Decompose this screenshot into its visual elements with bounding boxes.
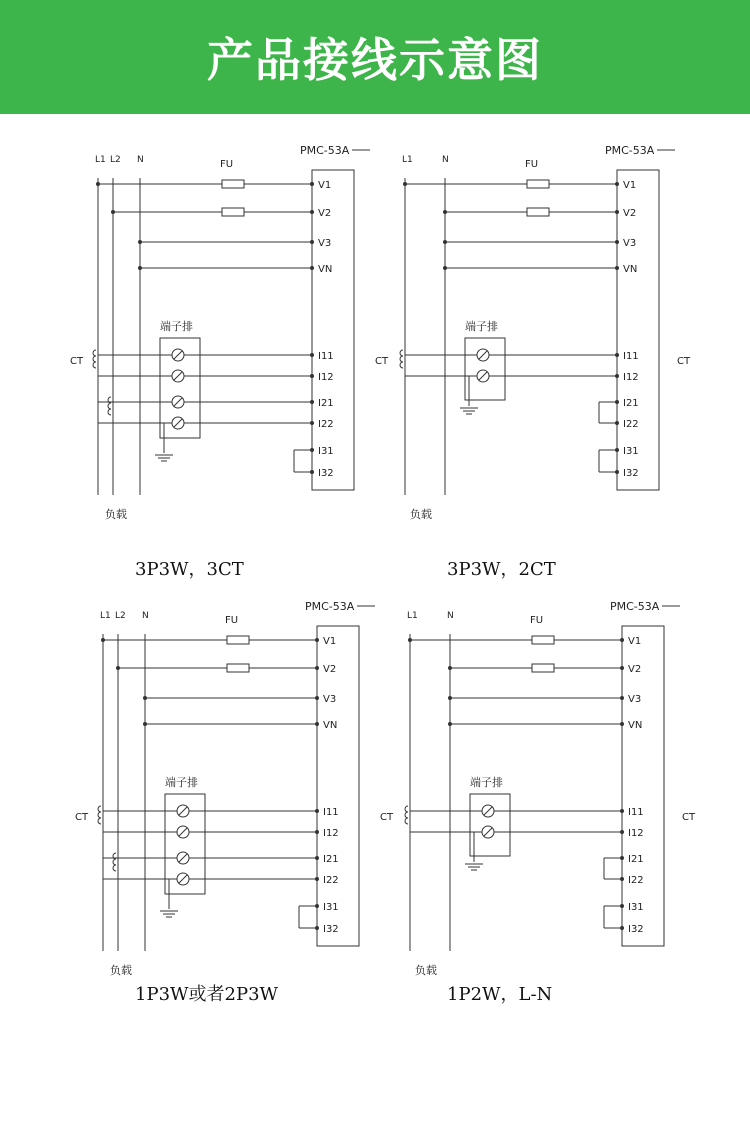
- junction-dot: [310, 421, 314, 425]
- terminal-label-i21: I21: [323, 854, 339, 865]
- ct-label-right: CT: [682, 812, 696, 823]
- ground-symbol: [460, 408, 478, 414]
- junction-dot: [315, 877, 319, 881]
- line-label-n: N: [142, 611, 149, 621]
- terminal-screw: [172, 349, 184, 361]
- wiring-svg: [370, 596, 710, 976]
- junction-dot: [111, 210, 115, 214]
- junction-dot: [310, 240, 314, 244]
- diagram-caption: 1P3W或者2P3W: [135, 984, 279, 1005]
- junction-dot: [310, 266, 314, 270]
- junction-dot: [615, 421, 619, 425]
- terminal-label-v2: V2: [623, 208, 637, 219]
- terminal-label-v2: V2: [323, 664, 337, 675]
- junction-dot: [315, 722, 319, 726]
- terminal-block-label: 端子排: [465, 320, 498, 333]
- junction-dot: [315, 904, 319, 908]
- terminal-block-label: 端子排: [160, 320, 193, 333]
- ct-coil: [93, 350, 96, 368]
- terminal-screw: [482, 826, 494, 838]
- terminal-label-v3: V3: [318, 238, 332, 249]
- wiring-svg: [365, 140, 705, 520]
- junction-dot: [620, 830, 624, 834]
- terminal-screw: [177, 873, 189, 885]
- junction-dot: [615, 353, 619, 357]
- header-banner: [0, 0, 750, 114]
- junction-dot: [620, 926, 624, 930]
- fuse-symbol: [527, 180, 549, 188]
- ct-coil: [113, 853, 116, 871]
- ground-symbol: [465, 864, 483, 870]
- junction-dot: [143, 722, 147, 726]
- junction-dot: [315, 926, 319, 930]
- terminal-label-vn: VN: [628, 720, 643, 731]
- terminal-screw: [477, 349, 489, 361]
- junction-dot: [615, 400, 619, 404]
- terminal-label-i32: I32: [623, 468, 639, 479]
- junction-dot: [101, 638, 105, 642]
- terminal-label-i22: I22: [323, 875, 339, 886]
- junction-dot: [620, 638, 624, 642]
- line-label-l2: L2: [110, 155, 121, 165]
- meter-model-label: PMC-53A: [300, 144, 350, 157]
- fuse-symbol: [222, 180, 244, 188]
- page-title: 产品接线示意图: [207, 33, 543, 87]
- ground-symbol: [160, 911, 178, 917]
- terminal-screw: [482, 805, 494, 817]
- terminal-label-i32: I32: [628, 924, 644, 935]
- junction-dot: [310, 374, 314, 378]
- terminal-screw: [177, 805, 189, 817]
- terminal-block-label: 端子排: [165, 776, 198, 789]
- wiring-diagram-3p3w-3ct: [60, 140, 400, 520]
- ct-label-right: CT: [677, 356, 691, 367]
- junction-dot: [620, 856, 624, 860]
- line-label-l2: L2: [115, 611, 126, 621]
- meter-model-label: PMC-53A: [605, 144, 655, 157]
- junction-dot: [315, 696, 319, 700]
- junction-dot: [620, 904, 624, 908]
- junction-dot: [620, 696, 624, 700]
- terminal-label-i11: I11: [323, 807, 339, 818]
- terminal-label-i31: I31: [623, 446, 639, 457]
- terminal-block-label: 端子排: [470, 776, 503, 789]
- junction-dot: [310, 400, 314, 404]
- fuse-label: FU: [220, 159, 234, 170]
- terminal-label-i22: I22: [628, 875, 644, 886]
- diagram-caption: 3P3W，3CT: [135, 559, 244, 580]
- terminal-label-i21: I21: [623, 398, 639, 409]
- terminal-label-v1: V1: [623, 180, 637, 191]
- terminal-label-vn: VN: [323, 720, 338, 731]
- fuse-label: FU: [525, 159, 539, 170]
- junction-dot: [615, 210, 619, 214]
- ground-symbol: [155, 455, 173, 461]
- junction-dot: [310, 448, 314, 452]
- wiring-svg: [65, 596, 405, 976]
- terminal-label-i12: I12: [318, 372, 334, 383]
- junction-dot: [315, 666, 319, 670]
- terminal-label-i22: I22: [623, 419, 639, 430]
- junction-dot: [315, 638, 319, 642]
- fuse-symbol: [532, 664, 554, 672]
- wiring-svg: [60, 140, 400, 520]
- ct-coil: [98, 806, 101, 824]
- junction-dot: [403, 182, 407, 186]
- ct-label-left: CT: [375, 356, 389, 367]
- terminal-label-i21: I21: [628, 854, 644, 865]
- terminal-label-v1: V1: [628, 636, 642, 647]
- terminal-block: [465, 338, 505, 400]
- junction-dot: [448, 696, 452, 700]
- junction-dot: [143, 696, 147, 700]
- ct-coil: [400, 350, 403, 368]
- junction-dot: [443, 240, 447, 244]
- load-label: 负载: [110, 964, 132, 977]
- ct-label-left: CT: [70, 356, 84, 367]
- terminal-label-v3: V3: [628, 694, 642, 705]
- terminal-label-vn: VN: [623, 264, 638, 275]
- terminal-screw: [172, 370, 184, 382]
- terminal-label-i31: I31: [318, 446, 334, 457]
- terminal-label-i12: I12: [623, 372, 639, 383]
- junction-dot: [138, 266, 142, 270]
- terminal-screw: [172, 396, 184, 408]
- junction-dot: [620, 666, 624, 670]
- terminal-screw: [177, 826, 189, 838]
- terminal-label-i31: I31: [628, 902, 644, 913]
- line-label-n: N: [137, 155, 144, 165]
- fuse-label: FU: [530, 615, 544, 626]
- wiring-diagram-3p3w-2ct: [365, 140, 705, 520]
- terminal-screw: [172, 417, 184, 429]
- terminal-label-v1: V1: [323, 636, 337, 647]
- terminal-label-i12: I12: [628, 828, 644, 839]
- line-label-l1: L1: [407, 611, 418, 621]
- junction-dot: [615, 470, 619, 474]
- fuse-symbol: [527, 208, 549, 216]
- junction-dot: [96, 182, 100, 186]
- terminal-label-i11: I11: [318, 351, 334, 362]
- terminal-screw: [177, 852, 189, 864]
- junction-dot: [615, 240, 619, 244]
- fuse-symbol: [532, 636, 554, 644]
- terminal-label-vn: VN: [318, 264, 333, 275]
- fuse-symbol: [222, 208, 244, 216]
- junction-dot: [620, 877, 624, 881]
- fuse-symbol: [227, 664, 249, 672]
- fuse-symbol: [227, 636, 249, 644]
- junction-dot: [408, 638, 412, 642]
- terminal-label-i12: I12: [323, 828, 339, 839]
- ct-coil: [405, 806, 408, 824]
- terminal-label-i32: I32: [323, 924, 339, 935]
- terminal-label-v1: V1: [318, 180, 332, 191]
- junction-dot: [615, 182, 619, 186]
- terminal-label-v2: V2: [318, 208, 332, 219]
- terminal-label-v2: V2: [628, 664, 642, 675]
- line-label-l1: L1: [100, 611, 111, 621]
- meter-model-label: PMC-53A: [305, 600, 355, 613]
- ct-coil: [108, 397, 111, 415]
- meter-model-label: PMC-53A: [610, 600, 660, 613]
- terminal-label-i11: I11: [623, 351, 639, 362]
- terminal-label-v3: V3: [323, 694, 337, 705]
- load-label: 负载: [410, 508, 432, 521]
- load-label: 负载: [415, 964, 437, 977]
- line-label-n: N: [447, 611, 454, 621]
- diagram-caption: 1P2W，L-N: [447, 984, 553, 1005]
- load-label: 负载: [105, 508, 127, 521]
- junction-dot: [448, 666, 452, 670]
- terminal-label-i11: I11: [628, 807, 644, 818]
- junction-dot: [443, 210, 447, 214]
- fuse-label: FU: [225, 615, 239, 626]
- junction-dot: [315, 809, 319, 813]
- line-label-l1: L1: [95, 155, 106, 165]
- wiring-diagram-1p2w-ln: [370, 596, 710, 976]
- ct-label-left: CT: [75, 812, 89, 823]
- terminal-block: [470, 794, 510, 856]
- line-label-n: N: [442, 155, 449, 165]
- junction-dot: [310, 182, 314, 186]
- diagram-caption: 3P3W，2CT: [447, 559, 556, 580]
- junction-dot: [310, 470, 314, 474]
- junction-dot: [443, 266, 447, 270]
- junction-dot: [615, 448, 619, 452]
- line-label-l1: L1: [402, 155, 413, 165]
- junction-dot: [116, 666, 120, 670]
- junction-dot: [310, 210, 314, 214]
- junction-dot: [615, 374, 619, 378]
- terminal-label-i31: I31: [323, 902, 339, 913]
- junction-dot: [448, 722, 452, 726]
- junction-dot: [315, 856, 319, 860]
- terminal-label-i21: I21: [318, 398, 334, 409]
- junction-dot: [620, 809, 624, 813]
- terminal-screw: [477, 370, 489, 382]
- junction-dot: [138, 240, 142, 244]
- ct-label-left: CT: [380, 812, 394, 823]
- junction-dot: [615, 266, 619, 270]
- junction-dot: [315, 830, 319, 834]
- junction-dot: [620, 722, 624, 726]
- wiring-diagram-1p3w-2p3w: [65, 596, 405, 976]
- junction-dot: [310, 353, 314, 357]
- terminal-label-v3: V3: [623, 238, 637, 249]
- terminal-label-i22: I22: [318, 419, 334, 430]
- terminal-label-i32: I32: [318, 468, 334, 479]
